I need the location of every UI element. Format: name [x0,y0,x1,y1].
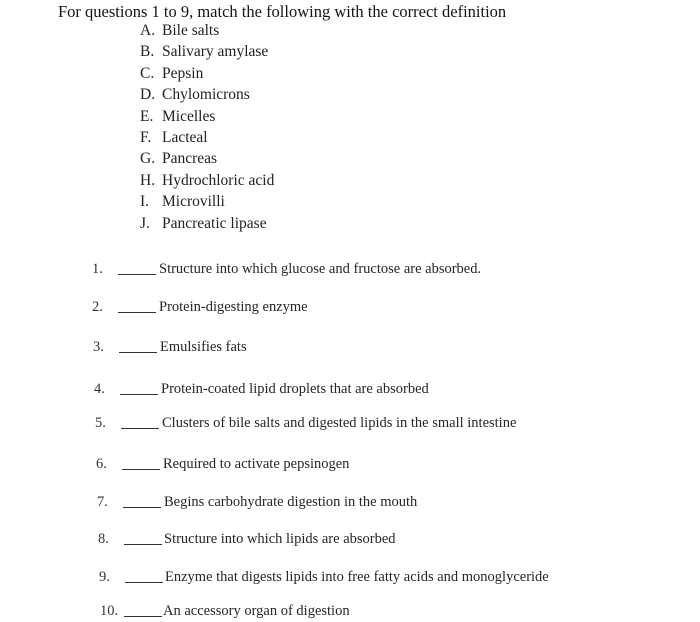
answer-blank[interactable] [124,544,162,545]
choice-letter: H. [140,171,156,189]
choice-term: Bile salts [162,22,220,39]
question-number: 10. [100,603,119,619]
choice-term: Salivary amylase [162,43,269,61]
choice-term: Lacteal [162,128,208,146]
answer-blank[interactable] [118,312,156,313]
question-definition: Protein-digesting enzyme [159,299,308,315]
choice-letter: B. [140,43,155,61]
question-definition: Structure into which glucose and fructose are absorbed. [159,261,482,277]
choice-term: Pepsin [162,64,204,82]
choice-letter: J. [140,214,150,232]
answer-blank[interactable] [123,507,161,508]
choice-term: Pancreas [162,150,218,168]
choice-letter: D. [140,86,156,104]
choice-term: Chylomicrons [162,86,250,104]
choice-term: Hydrochloric acid [162,171,275,189]
instructions-heading: For questions 1 to 9, match the following with the correct definition [58,2,507,21]
question-number: 5. [95,415,106,431]
question-number: 1. [92,261,103,277]
choice-letter: C. [140,64,155,82]
question-definition: Required to activate pepsinogen [163,456,350,472]
question-definition: Protein-coated lipid droplets that are absorbed [161,381,429,397]
choice-letter: A. [140,22,156,39]
answer-blank[interactable] [121,428,159,429]
question-number: 6. [96,456,107,472]
question-number: 4. [94,381,105,397]
answer-blank[interactable] [122,469,160,470]
answer-blank[interactable] [124,616,162,617]
question-definition: Emulsifies fats [160,339,247,355]
choice-term: Micelles [162,107,216,125]
choice-letter: I. [140,193,150,211]
question-number: 9. [99,569,110,585]
choice-term: Microvilli [162,193,225,211]
choice-letter: G. [140,150,156,168]
question-definition: Begins carbohydrate digestion in the mouth [164,494,418,510]
question-definition: Clusters of bile salts and digested lipids in the small intestine [162,415,517,431]
question-number: 8. [98,531,109,547]
question-number: 3. [93,339,104,355]
answer-blank[interactable] [118,274,156,275]
question-definition: Enzyme that digests lipids into free fatty acids and monoglyceride [165,569,549,585]
choice-term: Pancreatic lipase [162,214,267,232]
question-number: 2. [92,299,103,315]
choice-letter: E. [140,107,154,125]
answer-blank[interactable] [125,582,163,583]
answer-blank[interactable] [119,352,157,353]
question-number: 7. [97,494,108,510]
question-definition: Structure into which lipids are absorbed [164,531,396,547]
answer-blank[interactable] [120,394,158,395]
choice-letter: F. [140,128,152,146]
question-definition: An accessory organ of digestion [163,603,350,619]
